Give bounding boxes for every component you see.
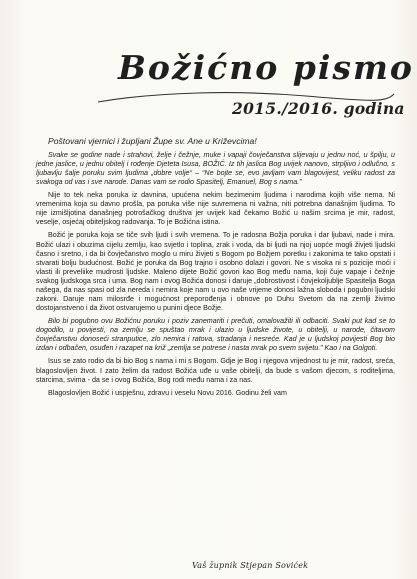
letter-subtitle: 2015./2016. godina [232, 99, 405, 118]
letter-body [36, 136, 395, 402]
signature: Vaš župnik Stjepan Sovićek [192, 561, 309, 570]
letter-title: Božićno pismo [118, 48, 414, 87]
paragraph-2: Nije to tek neka poruka iz davnina, upućena nekim bezimenim ljudima i narodima kojih više nema. Ni vremenima koja su davno prošla, pa poruka više nije suvremena ni važna, niti potrebna današnjim ljudima. To nije izmišljotina današnjeg potrošačkog društva jer uvijek kad čekamo Božić u našim srcima je mir, radost, veselje, osjećaj obiteljskog radovanja. To je Božićna istina. [36, 191, 395, 227]
paragraph-3: Božić je poruka koja se tiče svih ljudi i svih vremena. To je radosna Božja poruka i dar ljubavi, nade i mira. Božić ulazi i obuzima cijelu zemlju, kao svjetlo i toplina, zrak i voda, da bi ljudi na njoj uopće mogli živjeti ljudski časno i sretno, i da bi čovječanstvo moglo u miru živjeti s Bogom po Božjem poretku i zakonima te tako opstati i stvarati bolju budućnost. Božić je poruka da Bog trajno i osobno dolazi i govori. Ne s visoka ni s pozicije moći i vlasti ili preveliike mudrosti ljudske. Maleno dijete Božić govori kao Bog među nama, koji čuje vapaje i čežnje svakog ljudskoga srca i uma. Bog nam i ovog Božića donosi i daruje „dobrostivost i čovjekoljublje Spasitelja Boga našega, da nas spasi od zla nereda i nemira koje nam u ovo naše vrijeme donosi lažna sloboda i pogubni ljudski zakoni. Daruje nam milosrđe i mogućnost preporođenja i obnove po Duhu Svetom da na zemlji živimo dostojanstveno i da život ostvarujemo u punini djece Božje. [36, 231, 395, 313]
paragraph-5: Isus se zato rodio da bi bio Bog s nama i mi s Bogom. Gdje je Bog i njegova vrijednost tu je mir, radost, sreća, blagoslovljen život. I zato želim da radost Božića uđe u vaše obitelji, da bude s vašom djecom, s roditeljima, starcima, svima - da se i ovog Božića, Bog rodi među nama i za nas. [36, 357, 395, 384]
paragraph-4: Bilo bi pogubno ovu Božićnu poruku i poziv zanemariti i prečuti, omalovažiti ili odbaciti. Svaki put kad se to dogodilo, u povijesti, na zemlju se spuštao mrak i ulazio u ljudske živote, u obitelji, u narode, čitavom čovječanstvu donoseći stranputice, zlo nemira i ratova, stradanja i nesreće. Kad je u ljudskoj povijesti Bog bio izdan i odbačen, osuđen i razapet na križ „zemlja se potrese i nasta mrak po svem svijetu.” Kao i na Golgoti. [36, 317, 395, 353]
closing-line: Blagoslovljen Božić i uspješnu, zdravu i veselu Novu 2016. Godinu želi vam [48, 388, 287, 397]
greeting: Poštovani vjernici i župljani Župe sv. Ane u Križevcima! [48, 136, 257, 146]
paragraph-1: Svake se godine nade i strahovi, želje i čežnje, muke i vapaji čovječanstva slijevaju u jednu noć, u špilju, u jedne jaslice, u jednu obitelj i rođenje Djeteta Isusa, BOŽIĆ. Iz tih jaslica Bog uvijek nanovo, strpljivo i odlučno, s ljubavlju šalje poruku svim ljudima „dobre volje“ – “Ne bojte se, evo javljam vam blagovijest, veliku radost za svakoga od vas i sve narode. Danas vam se rodio Spasitelj, Emanuel, Bog s nama.” [36, 150, 395, 187]
